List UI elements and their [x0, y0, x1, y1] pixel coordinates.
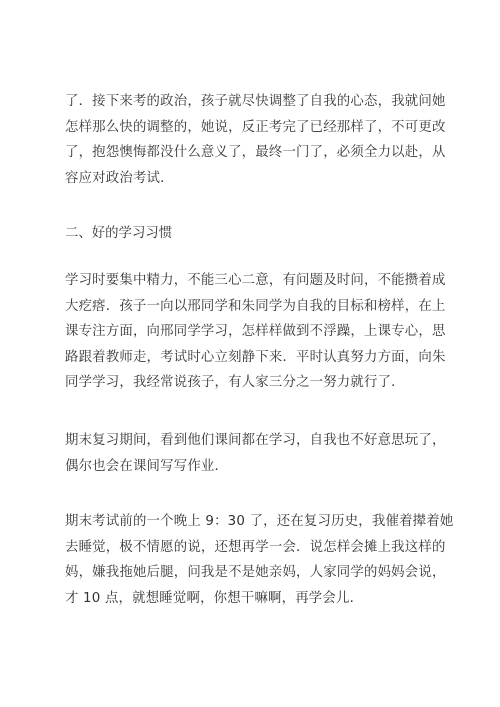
text-line: 同学学习，我经常说孩子，有人家三分之一努力就行了． — [65, 375, 405, 390]
text-line: 怎样那么快的调整的，她说，反正考完了已经那样了，不可更改 — [65, 119, 446, 135]
text-line: 了，抱怨懊悔都没什么意义了，最终一门了，必须全力以赴，从 — [65, 145, 446, 160]
text-line: 路跟着教师走，考试时心立刻静下来．平时认真努力方面，向朱 — [65, 349, 446, 365]
text-line: 才 10 点，就想睡觉啊，你想干嘛啊，再学会儿． — [65, 590, 364, 606]
text-line: 了．接下来考的政治，孩子就尽快调整了自我的心态，我就问她 — [65, 94, 446, 109]
text-line: 学习时要集中精力，不能三心二意，有问题及时问，不能攒着成 — [65, 273, 446, 288]
paragraph-study-habits — [65, 268, 446, 396]
paragraph-politics-exam — [65, 89, 446, 191]
text-line: 期末复习期间，看到他们课间都在学习，自我也不好意思玩了， — [65, 433, 446, 448]
text-line: 去睡觉，极不情愿的说，还想再学一会．说怎样会摊上我这样的 — [65, 539, 446, 555]
paragraph-night-before-exam — [65, 509, 454, 611]
text-line: 期末考试前的一个晚上 9：30 了，还在复习历史，我催着撵着她 — [65, 514, 454, 529]
section-heading: 二、好的学习习惯 — [65, 226, 173, 241]
text-line: 课专注方面，向邢同学学习，怎样样做到不浮躁，上课专心，思 — [65, 324, 446, 339]
text-line: 容应对政治考试． — [65, 170, 174, 186]
text-line: 大疙瘩．孩子一向以邢同学和朱同学为自我的目标和榜样，在上 — [65, 298, 446, 314]
text-line: 偶尔也会在课间写写作业． — [65, 458, 229, 474]
paragraph-review-period — [65, 428, 446, 479]
text-line: 妈，嫌我拖她后腿，问我是不是她亲妈，人家同学的妈妈会说， — [65, 565, 446, 580]
